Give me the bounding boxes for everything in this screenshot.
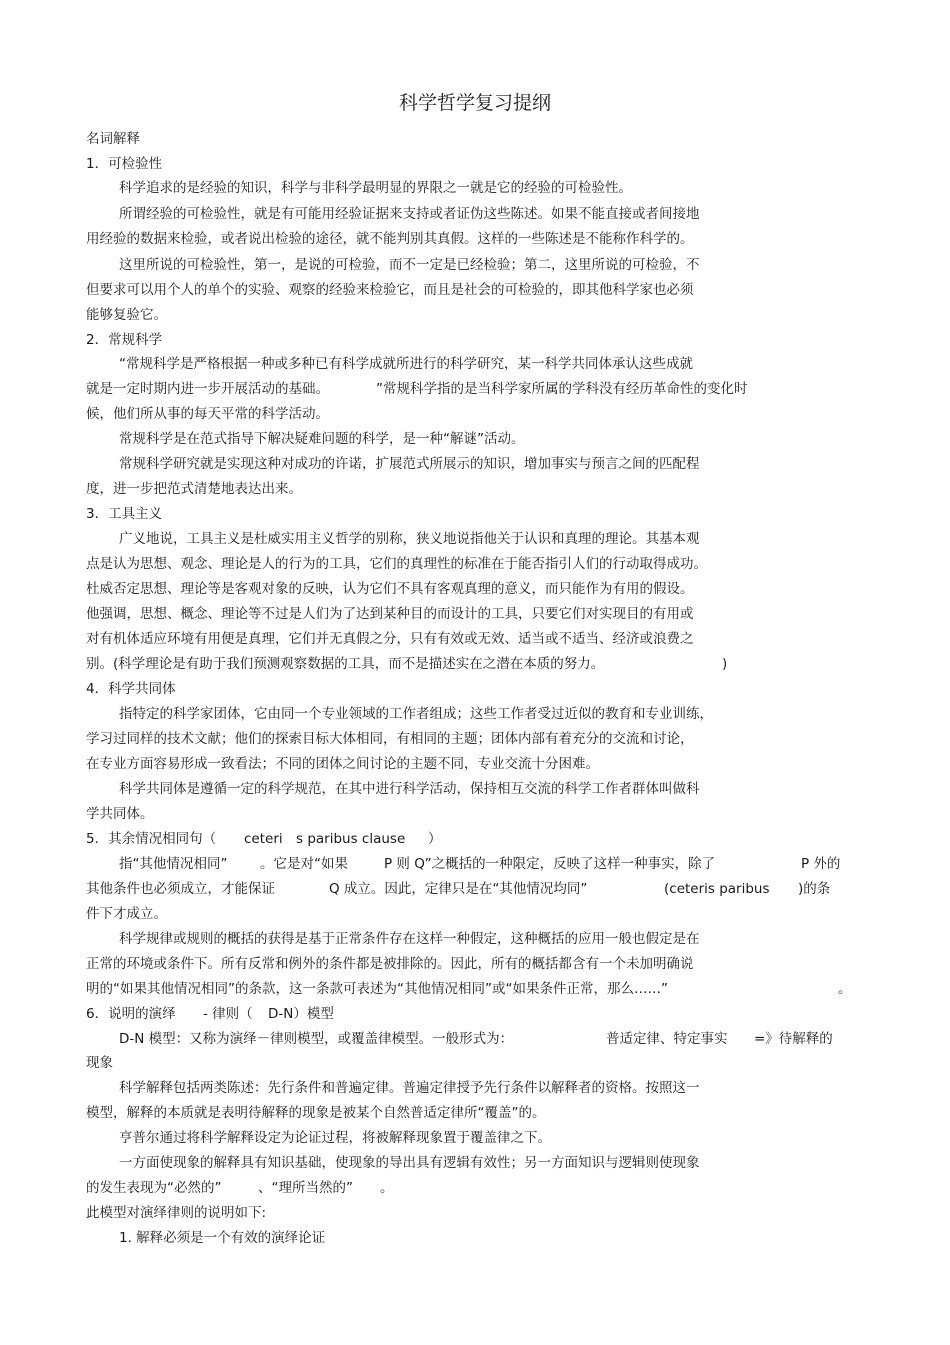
text-segment: 常规科学研究就是实现这种对成功的许诺，扩展范式所展示的知识，增加事实与预言之间的匹配程 xyxy=(119,456,700,472)
text-segment: P 则 Q”之概括的一种限定，反映了这样一种事实，除了 xyxy=(384,856,716,872)
text-segment: 5．其余情况相同句（ xyxy=(86,831,217,847)
text-segment: 对有机体适应环境有用便是真理，它们并无真假之分，只有有效或无效、适当或不适当、经济或浪费之 xyxy=(86,631,694,647)
text-segment: 。 xyxy=(838,981,852,997)
text-segment: 的发生表现为“必然的” xyxy=(86,1180,222,1196)
text-segment: 能够复验它。 xyxy=(86,307,167,323)
text-segment: 他强调，思想、概念、理论等不过是人们为了达到某种目的而设计的工具，只要它们对实现目的有用或 xyxy=(86,606,694,622)
text-segment: 正常的环境或条件下。所有反常和例外的条件都是被排除的。因此，所有的概括都含有一个未加明确说 xyxy=(86,956,694,972)
text-segment: 科学解释包括两类陈述：先行条件和普遍定律。普遍定律授予先行条件以解释者的资格。按照这一 xyxy=(119,1080,700,1096)
text-segment: 亨普尔通过将科学解释设定为论证过程，将被解释现象置于覆盖律之下。 xyxy=(119,1130,551,1146)
text-segment: 其他条件也必须成立，才能保证 xyxy=(86,881,275,897)
text-segment: 1. 解释必须是一个有效的演绎论证 xyxy=(119,1230,326,1246)
text-segment: 候，他们所从事的每天平常的科学活动。 xyxy=(86,406,329,422)
text-segment: 杜威否定思想、理论等是客观对象的反映，认为它们不具有客观真理的意义，而只能作为有用的假设。 xyxy=(86,581,694,597)
text-segment: 广义地说，工具主义是杜威实用主义哲学的别称，狭义地说指他关于认识和真理的理论。其基本观 xyxy=(119,531,700,547)
text-segment: )的条 xyxy=(798,881,831,897)
text-segment: 。它是对“如果 xyxy=(260,856,348,872)
text-segment: P 外的 xyxy=(801,856,841,872)
text-segment: 一方面使现象的解释具有知识基础，使现象的导出具有逻辑有效性；另一方面知识与逻辑则使现象 xyxy=(119,1155,700,1171)
text-segment: 别。(科学理论是有助于我们预测观察数据的工具，而不是描述实在之潜在本质的努力。 xyxy=(86,656,605,672)
text-segment: 。 xyxy=(380,1180,394,1196)
text-segment: 2．常规科学 xyxy=(86,332,163,348)
text-segment: 6．说明的演绎 xyxy=(86,1006,176,1022)
text-segment: 1．可检验性 xyxy=(86,156,163,172)
text-segment: (ceteris paribus xyxy=(664,881,770,897)
text-segment: 科学追求的是经验的知识，科学与非科学最明显的界限之一就是它的经验的可检验性。 xyxy=(119,180,632,196)
text-segment: 件下才成立。 xyxy=(86,906,167,922)
text-segment: 学共同体。 xyxy=(86,806,154,822)
text-segment: 普适定律、特定事实 xyxy=(606,1031,728,1047)
text-segment: 常规科学是在范式指导下解决疑难问题的科学，是一种“解谜”活动。 xyxy=(119,431,525,447)
text-segment: 科学规律或规则的概括的获得是基于正常条件存在这样一种假定，这种概括的应用一般也假定是在 xyxy=(119,931,700,947)
text-segment: 此模型对演绎律则的说明如下: xyxy=(86,1205,267,1221)
text-segment: 4．科学共同体 xyxy=(86,681,176,697)
text-segment: - 律则（ xyxy=(203,1006,253,1022)
text-segment: s paribus clause xyxy=(296,831,406,847)
text-segment: 这里所说的可检验性，第一，是说的可检验，而不一定是已经检验；第二，这里所说的可检验，不 xyxy=(119,257,700,273)
text-segment: 、“理所当然的” xyxy=(258,1180,353,1196)
text-segment: 现象 xyxy=(86,1055,113,1071)
text-segment: 用经验的数据来检验，或者说出检验的途径，就不能判别其真假。这样的一些陈述是不能称作科学的。 xyxy=(86,231,694,247)
document-title: 科学哲学复习提纲 xyxy=(398,92,551,114)
text-segment: 度，进一步把范式清楚地表达出来。 xyxy=(86,481,302,497)
text-segment: 但要求可以用个人的单个的实验、观察的经验来检验它，而且是社会的可检验的，即其他科学家也必须 xyxy=(86,282,694,298)
text-segment: 学习过同样的技术文献；他们的探索目标大体相同，有相同的主题；团体内部有着充分的交流和讨论， xyxy=(86,731,694,747)
text-segment: D-N 模型：又称为演绎－律则模型，或覆盖律模型。一般形式为： xyxy=(119,1031,514,1047)
text-segment: D-N）模型 xyxy=(268,1006,334,1022)
text-segment: 科学共同体是遵循一定的科学规范，在其中进行科学活动，保持相互交流的科学工作者群体叫做科 xyxy=(119,781,700,797)
text-segment: 模型，解释的本质就是表明待解释的现象是被某个自然普适定律所“覆盖”的。 xyxy=(86,1105,546,1121)
text-segment: 在专业方面容易形成一致看法；不同的团体之间讨论的主题不同，专业交流十分困难。 xyxy=(86,756,599,772)
text-segment: 点是认为思想、观念、理论是人的行为的工具，它们的真理性的标准在于能否指引人们的行动取得成功。 xyxy=(86,556,707,572)
text-segment: 明的“如果其他情况相同”的条款，这一条款可表述为“其他情况相同”或“如果条件正常，那么……” xyxy=(86,981,668,997)
text-segment: =》待解释的 xyxy=(754,1031,833,1047)
text-segment: Q 成立。因此，定律只是在“其他情况均同” xyxy=(329,881,588,897)
text-segment: ) xyxy=(722,656,728,672)
text-segment: “常规科学是严格根据一种或多种已有科学成就所进行的科学研究，某一科学共同体承认这些成就 xyxy=(119,356,693,372)
text-segment: ceteri xyxy=(244,831,283,847)
text-segment: 所谓经验的可检验性，就是有可能用经验证据来支持或者证伪这些陈述。如果不能直接或者间接地 xyxy=(119,206,700,222)
text-segment: 指特定的科学家团体，它由同一个专业领域的工作者组成；这些工作者受过近似的教育和专业训练， xyxy=(119,706,713,722)
text-segment: 指“其他情况相同” xyxy=(119,856,228,872)
text-segment: ） xyxy=(428,831,442,847)
text-segment: 就是一定时期内进一步开展活动的基础。 xyxy=(86,381,329,397)
text-segment: 名词解释 xyxy=(86,131,140,147)
text-segment: ”常规科学指的是当科学家所属的学科没有经历革命性的变化时 xyxy=(376,381,748,397)
text-segment: 3．工具主义 xyxy=(86,506,163,522)
